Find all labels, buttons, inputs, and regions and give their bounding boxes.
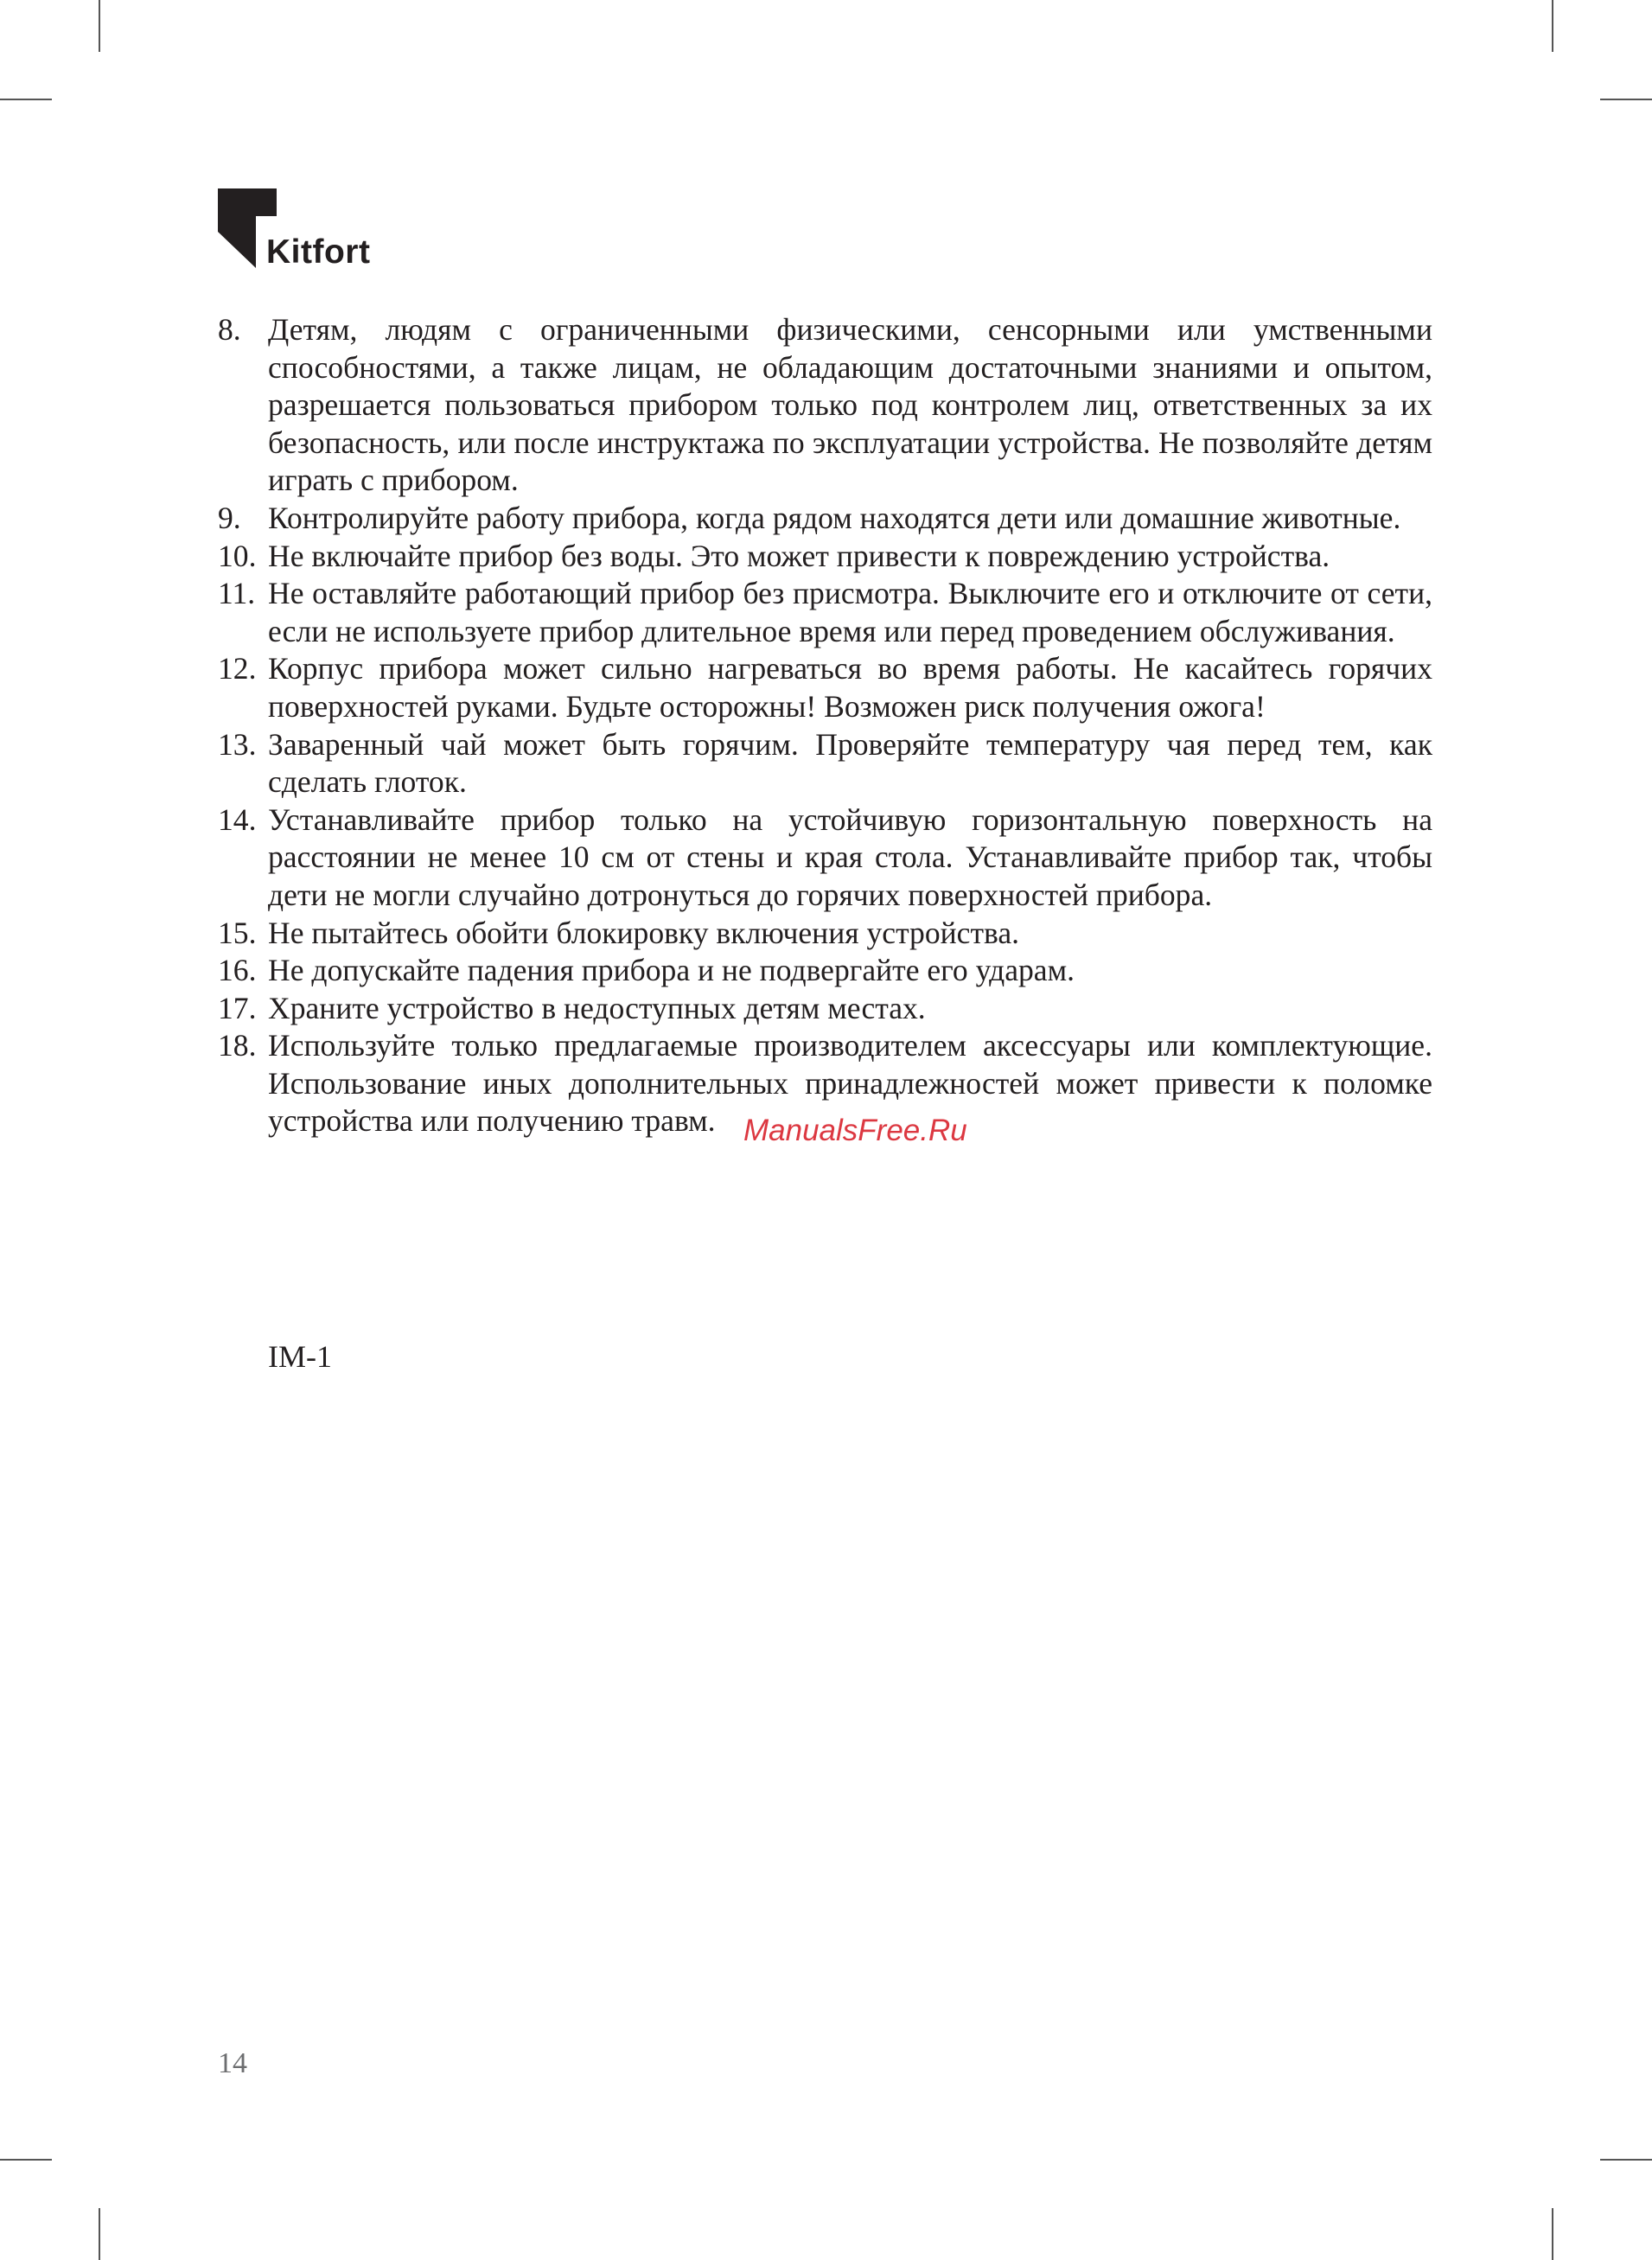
watermark[interactable]: ManualsFree.Ru [743, 1114, 967, 1147]
item-number: 18. [218, 1028, 257, 1063]
item-text: Не пытайтесь обойти блокировку включения устройства. [268, 915, 1020, 950]
list-item [218, 952, 1432, 990]
item-number: 15. [218, 915, 257, 950]
item-text: Корпус прибора может сильно нагреваться во время работы. Не касайтесь горячих поверхностей руками. Будьте осторожны! Возможен риск получения ожога! [268, 651, 1432, 724]
document-code: IM-1 [268, 1339, 332, 1374]
item-text: Не включайте прибор без воды. Это может привести к повреждению устройства. [268, 538, 1330, 573]
crop-mark-bottom-left-horizontal [0, 2159, 52, 2161]
safety-instructions-list [218, 311, 1432, 1140]
crop-mark-top-left-vertical [99, 0, 100, 52]
item-number: 10. [218, 538, 257, 573]
item-number: 13. [218, 726, 257, 762]
item-text: Не допускайте падения прибора и не подвергайте его ударам. [268, 953, 1075, 988]
brand-logo [218, 188, 391, 275]
crop-mark-bottom-right-horizontal [1600, 2159, 1652, 2161]
item-number: 17. [218, 990, 257, 1025]
brand-name: Kitfort [266, 233, 371, 271]
item-text: Используйте только предлагаемые производителем аксессуары или комплектующие. Использование иных дополнительных принадлежностей может привести к поломке устройства или получению травм. [268, 1028, 1432, 1139]
list-item [218, 538, 1432, 576]
list-item [218, 915, 1432, 953]
item-number: 16. [218, 953, 257, 988]
item-text: Устанавливайте прибор только на устойчивую горизонтальную поверхность на расстоянии не менее 10 см от стены и края стола. Устанавливайте прибор так, чтобы дети не могли случайно дотронуться до горячих поверхностей прибора. [268, 801, 1432, 912]
list-item [218, 650, 1432, 725]
instructions-content [218, 311, 1432, 1140]
item-number: 9. [218, 500, 241, 535]
crop-mark-top-right-horizontal [1600, 99, 1652, 100]
crop-mark-bottom-left-vertical [99, 2208, 100, 2260]
item-number: 11. [218, 576, 256, 611]
item-text: Не оставляйте работающий прибор без присмотра. Выключите его и отключите от сети, если не используете прибор длительное время или перед проведением обслуживания. [268, 576, 1432, 648]
item-number: 8. [218, 312, 241, 347]
item-text: Заваренный чай может быть горячим. Проверяйте температуру чая перед тем, как сделать глоток. [268, 726, 1432, 800]
crop-mark-top-left-horizontal [0, 99, 52, 100]
list-item [218, 801, 1432, 915]
item-text: Храните устройство в недоступных детям местах. [268, 990, 926, 1025]
list-item [218, 990, 1432, 1028]
item-text: Детям, людям с ограниченными физическими, сенсорными или умственными способностями, а также лицам, не обладающим достаточными знаниями и опытом, разрешается пользоваться прибором только под контролем лиц, ответственных за их безопасность, или после инструктажа по эксплуатации устройства. Не позволяйте детям играть с прибором. [268, 312, 1432, 498]
list-item [218, 311, 1432, 500]
list-item [218, 726, 1432, 801]
item-number: 12. [218, 651, 257, 686]
list-item [218, 575, 1432, 650]
list-item [218, 500, 1432, 538]
crop-mark-top-right-vertical [1552, 0, 1553, 52]
item-text: Контролируйте работу прибора, когда рядом находятся дети или домашние животные. [268, 500, 1401, 535]
crop-mark-bottom-right-vertical [1552, 2208, 1553, 2260]
item-number: 14. [218, 801, 257, 837]
page-number: 14 [218, 2047, 247, 2079]
